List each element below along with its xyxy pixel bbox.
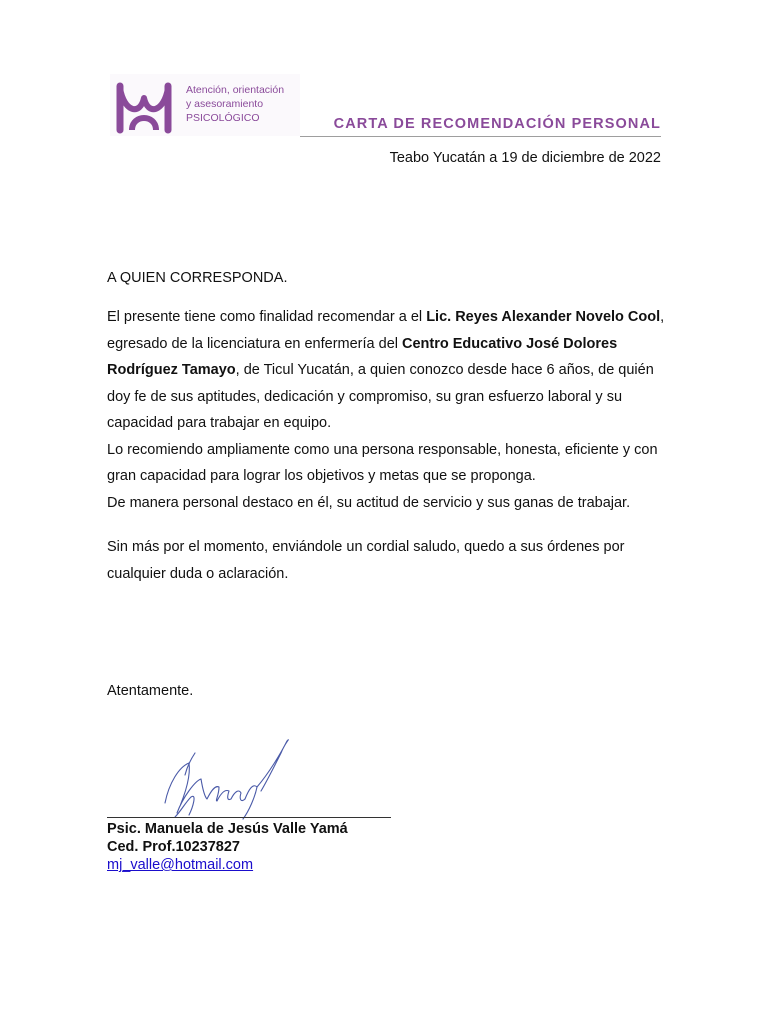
details-text: , de Ticul Yucatán, a quien conozco desde hace 6 años, de quién doy fe de sus aptitudes, dedicación y compromiso, su gran esfuerzo laboral y su capacidad para trabajar en equipo.: [107, 362, 654, 431]
intro-text: El presente tiene como finalidad recomendar a el: [107, 309, 427, 325]
professional-license: Ced. Prof.10237827: [107, 839, 240, 855]
stylized-m-logo-icon: [114, 78, 174, 134]
recommendation-line-3: De manera personal destaco en él, su actitud de servicio y sus ganas de trabajar.: [107, 494, 631, 511]
logo-line-2: y asesoramiento: [186, 98, 264, 110]
place-and-date: Teabo Yucatán a 19 de diciembre de 2022: [389, 150, 661, 166]
school-name: Centro Educativo José Dolores Rodríguez Tamayo: [107, 335, 618, 378]
recommendation-line-2: Lo recomiendo ampliamente como una persona responsable, honesta, eficiente y con gran capacidad para lograr los objetivos y metas que se proponga.: [107, 441, 658, 484]
closing-text: Sin más por el momento, enviándole un cordial saludo, quedo a sus órdenes por cualquier duda o aclaración.: [107, 539, 625, 582]
recommendation-sentence: [107, 304, 667, 437]
farewell: Atentamente.: [107, 683, 194, 699]
title-divider: [300, 136, 661, 137]
closing-paragraph: [107, 534, 667, 587]
recommendation-paragraph: [107, 304, 667, 516]
salutation: A QUIEN CORRESPONDA.: [107, 270, 288, 286]
signer-name: Psic. Manuela de Jesús Valle Yamá: [107, 821, 348, 837]
signature-line: [107, 817, 391, 818]
logo-text: [186, 83, 284, 125]
signer-email-link[interactable]: mj_valle@hotmail.com: [107, 857, 254, 873]
logo-line-1: Atención, orientación: [186, 84, 285, 96]
recommended-person-name: Lic. Reyes Alexander Novelo Cool: [426, 309, 661, 325]
signer-block: [107, 820, 348, 874]
degree-text: , egresado de la licenciatura en enfermería del: [107, 309, 665, 352]
document-title: CARTA DE RECOMENDACIÓN PERSONAL: [333, 116, 661, 132]
organization-logo: [110, 74, 300, 136]
handwritten-signature-icon: [145, 733, 295, 825]
logo-line-3: PSICOLÓGICO: [186, 112, 260, 124]
